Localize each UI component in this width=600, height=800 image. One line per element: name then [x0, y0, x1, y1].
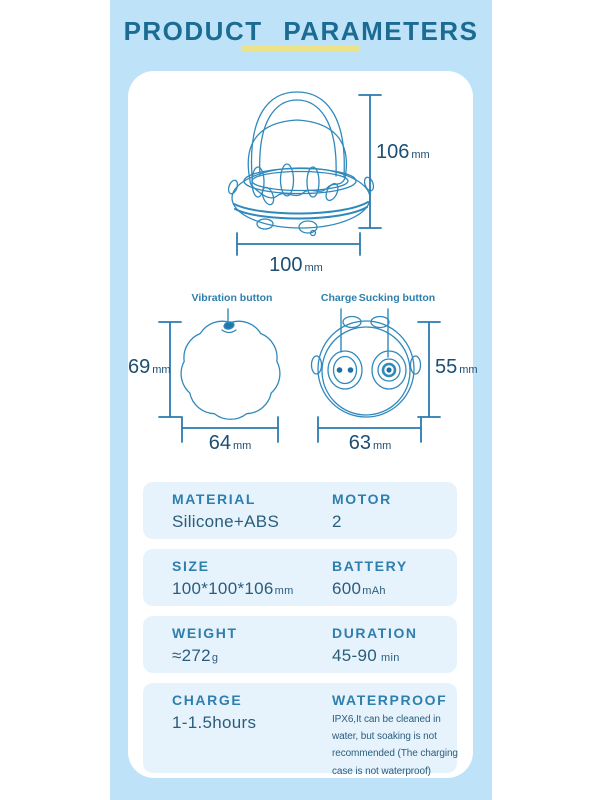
side-ear	[312, 356, 322, 374]
vibration-button-label: Vibration button	[191, 292, 273, 304]
front-height-dimension	[376, 142, 430, 162]
scalloped-body-outline	[181, 321, 280, 419]
dimension-unit: mm	[411, 149, 430, 161]
spec-cell-material	[143, 482, 332, 539]
spec-value: Silicone+ABS	[172, 512, 280, 531]
top-width-dimension	[190, 433, 270, 453]
spec-label: MOTOR	[332, 491, 392, 507]
spec-note: IPX6,It can be cleaned in water, but soaking is not recommended (The charging case is not waterproof)	[332, 714, 458, 777]
spec-cell-battery	[332, 549, 457, 606]
charge-label: Charge	[320, 292, 358, 304]
spec-unit: min	[380, 652, 400, 664]
front-width-dimension	[256, 255, 336, 275]
spec-row-size-battery	[143, 549, 457, 606]
dimension-value: 69	[128, 356, 151, 378]
spec-cell-weight	[143, 616, 332, 673]
dimension-value: 64	[208, 432, 231, 454]
spec-value: 1-1.5hours	[172, 713, 257, 732]
spec-label: WEIGHT	[172, 625, 238, 641]
spec-unit: mm	[274, 585, 294, 597]
dimension-value: 63	[348, 432, 371, 454]
spec-cell-size	[143, 549, 332, 606]
charge-pin	[337, 367, 343, 373]
spec-unit: mAh	[362, 585, 386, 597]
toy-handle-inner	[260, 100, 336, 176]
ring-rim-inner	[252, 172, 348, 191]
spec-label: SIZE	[172, 558, 210, 574]
spec-label: CHARGE	[172, 692, 243, 708]
spec-value-number: ≈272	[172, 646, 211, 665]
vibration-button-arc	[222, 330, 236, 333]
base-inner-circle	[322, 327, 410, 415]
sucking-button-label: Sucking button	[358, 292, 436, 304]
spec-value	[332, 579, 457, 599]
spec-value-number: 45-90	[332, 646, 377, 665]
top-view-drawing	[181, 309, 280, 419]
spec-row-charge-waterproof	[143, 683, 458, 777]
dimension-value: 100	[269, 254, 303, 276]
spec-label: DURATION	[332, 625, 418, 641]
spec-label: BATTERY	[332, 558, 408, 574]
page-title: PRODUCT PARAMETERS	[123, 16, 479, 46]
spec-value: 2	[332, 512, 342, 531]
vibration-button	[223, 321, 234, 330]
dimension-unit: mm	[372, 440, 392, 452]
spec-cell-duration	[332, 616, 457, 673]
spec-row-weight-duration	[143, 616, 457, 673]
spec-cell-motor	[332, 482, 457, 539]
charge-pin	[348, 367, 354, 373]
spec-value	[172, 646, 332, 666]
spec-value-number: 600	[332, 579, 362, 598]
bottom-width-dimension	[330, 433, 410, 453]
header	[110, 16, 492, 47]
dimension-unit: mm	[459, 364, 478, 376]
spec-row-material-motor	[143, 482, 457, 539]
front-view-drawing	[227, 92, 375, 236]
bottom-view-drawing	[312, 309, 421, 417]
bottom-height-dimension	[435, 357, 478, 377]
side-ear	[411, 356, 421, 374]
toy-handle-outline	[252, 92, 345, 176]
sucking-button-center	[386, 367, 391, 372]
dimension-value: 106	[376, 141, 410, 163]
spec-cell-charge	[143, 683, 332, 773]
product-diagrams	[128, 71, 473, 491]
dimension-unit: mm	[232, 440, 252, 452]
spec-value	[332, 646, 457, 666]
dimension-value: 55	[435, 356, 458, 378]
spec-value	[172, 579, 332, 599]
top-height-dimension	[128, 356, 171, 378]
blue-panel	[110, 0, 492, 800]
top-view-dimensions	[159, 322, 278, 442]
spec-label: WATERPROOF	[332, 692, 448, 708]
width-dimension-line	[237, 233, 360, 255]
spec-value-number: 100*100*106	[172, 579, 274, 598]
content-card	[128, 71, 478, 778]
dimension-unit: mm	[152, 364, 171, 376]
ring-fin	[227, 179, 239, 195]
spec-unit: g	[211, 652, 219, 664]
ring-fin	[363, 176, 375, 192]
spec-cell-waterproof	[332, 683, 458, 777]
ring-rim	[244, 169, 356, 194]
ring-band	[234, 202, 368, 214]
dimension-unit: mm	[304, 262, 323, 274]
spec-label: MATERIAL	[172, 491, 257, 507]
bottom-view-dimensions	[318, 322, 440, 442]
